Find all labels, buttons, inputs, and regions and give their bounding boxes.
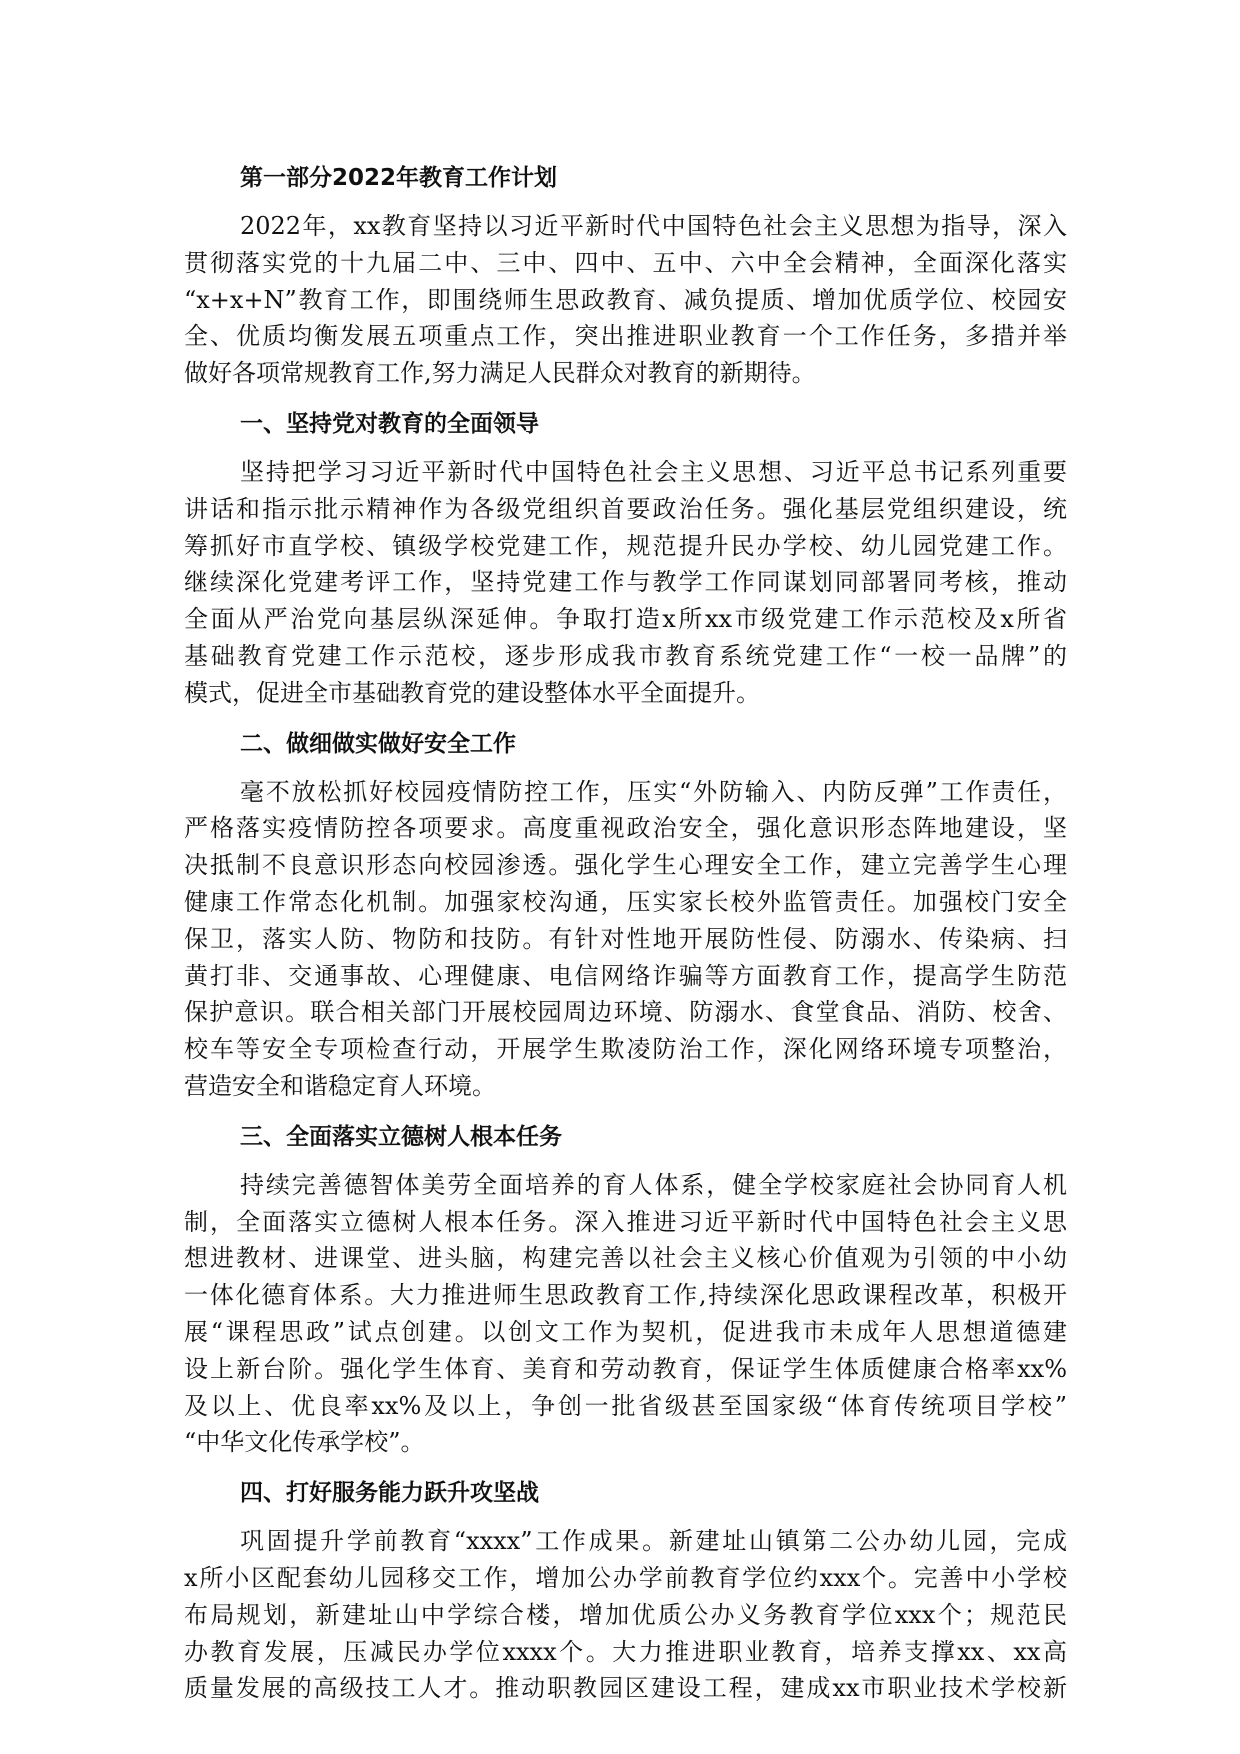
text-line: 展“课程思政”试点创建。以创文工作为契机，促进我市未成年人思想道德建 [184, 1317, 1067, 1346]
text-line: 巩固提升学前教育“xxxx”工作成果。新建址山镇第二公办幼儿园，完成 [240, 1527, 1067, 1556]
text-line: 及以上、优良率xx%及以上，争创一批省级甚至国家级“体育传统项目学校” [184, 1391, 1067, 1420]
text-line: 做好各项常规教育工作,努力满足人民群众对教育的新期待。 [184, 359, 816, 388]
text-line: 坚持把学习习近平新时代中国特色社会主义思想、习近平总书记系列重要 [240, 457, 1067, 486]
text-line: x所小区配套幼儿园移交工作，增加公办学前教育学位约xxx个。完善中小学校 [184, 1563, 1067, 1592]
text-line: 持续完善德智体美劳全面培养的育人体系，健全学校家庭社会协同育人机 [240, 1170, 1067, 1199]
text-line: 全面从严治党向基层纵深延伸。争取打造x所xx市级党建工作示范校及x所省 [184, 605, 1067, 634]
text-line: 毫不放松抓好校园疫情防控工作，压实“外防输入、内防反弹”工作责任， [240, 777, 1067, 806]
section-paragraph [184, 1523, 1067, 1707]
text-line: 决抵制不良意识形态向校园渗透。强化学生心理安全工作，建立完善学生心理 [184, 851, 1067, 880]
text-line: 营造安全和谐稳定育人环境。 [184, 1071, 496, 1100]
text-line: 制，全面落实立德树人根本任务。深入推进习近平新时代中国特色社会主义思 [184, 1207, 1067, 1236]
text-line: 2022年，xx教育坚持以习近平新时代中国特色社会主义思想为指导，深入 [240, 212, 1067, 240]
text-line: 黄打非、交通事故、心理健康、电信网络诈骗等方面教育工作，提高学生防范 [184, 961, 1067, 990]
text-line: 讲话和指示批示精神作为各级党组织首要政治任务。强化基层党组织建设，统 [184, 494, 1067, 523]
text-line: “中华文化传承学校”。 [184, 1428, 425, 1457]
text-line: 布局规划，新建址山中学综合楼，增加优质公办义务教育学位xxx个；规范民 [184, 1600, 1067, 1629]
text-line: 健康工作常态化机制。加强家校沟通，压实家长校外监管责任。加强校门安全 [184, 887, 1067, 916]
text-line: 保护意识。联合相关部门开展校园周边环境、防溺水、食堂食品、消防、校舍、 [184, 998, 1067, 1027]
section-paragraph [184, 1167, 1067, 1461]
text-line: 质量发展的高级技工人才。推动职教园区建设工程，建成xx市职业技术学校新 [184, 1674, 1067, 1703]
text-line: “x+x+N”教育工作，即围绕师生思政教育、减负提质、增加优质学位、校园安 [184, 285, 1067, 314]
text-line: 基础教育党建工作示范校，逐步形成我市教育系统党建工作“一校一品牌”的 [184, 641, 1067, 670]
text-line: 设上新台阶。强化学生体育、美育和劳动教育，保证学生体质健康合格率xx% [184, 1354, 1067, 1383]
text-line: 校车等安全专项检查行动，开展学生欺凌防治工作，深化网络环境专项整治， [184, 1035, 1067, 1064]
text-line: 继续深化党建考评工作，坚持党建工作与教学工作同谋划同部署同考核，推动 [184, 568, 1067, 597]
section-heading: 四、打好服务能力跃升攻坚战 [240, 1480, 539, 1507]
section-paragraph [184, 774, 1067, 1105]
text-line: 一体化德育体系。大力推进师生思政教育工作,持续深化思政课程改革，积极开 [184, 1281, 1067, 1310]
document-page [184, 158, 1067, 1719]
section-paragraph [184, 454, 1067, 712]
text-line: 保卫，落实人防、物防和技防。有针对性地开展防性侵、防溺水、传染病、扫 [184, 924, 1067, 953]
text-line: 严格落实疫情防控各项要求。高度重视政治安全，强化意识形态阵地建设，坚 [184, 814, 1067, 843]
text-line: 办教育发展，压减民办学位xxxx个。大力推进职业教育，培养支撑xx、xx高 [184, 1637, 1067, 1666]
text-line: 筹抓好市直学校、镇级学校党建工作，规范提升民办学校、幼儿园党建工作。 [184, 531, 1067, 560]
text-line: 模式，促进全市基础教育党的建设整体水平全面提升。 [184, 678, 760, 707]
document-title: 第一部分2022年教育工作计划 [240, 165, 558, 191]
text-line: 想进教材、进课堂、进头脑，构建完善以社会主义核心价值观为引领的中小幼 [184, 1244, 1067, 1273]
section-heading: 三、全面落实立德树人根本任务 [240, 1123, 562, 1150]
text-line: 贯彻落实党的十九届二中、三中、四中、五中、六中全会精神，全面深化落实 [184, 248, 1067, 277]
section-heading: 二、做细做实做好安全工作 [240, 730, 516, 757]
section-heading: 一、坚持党对教育的全面领导 [240, 410, 539, 437]
intro-paragraph [184, 208, 1067, 392]
text-line: 全、优质均衡发展五项重点工作，突出推进职业教育一个工作任务，多措并举 [184, 322, 1067, 351]
